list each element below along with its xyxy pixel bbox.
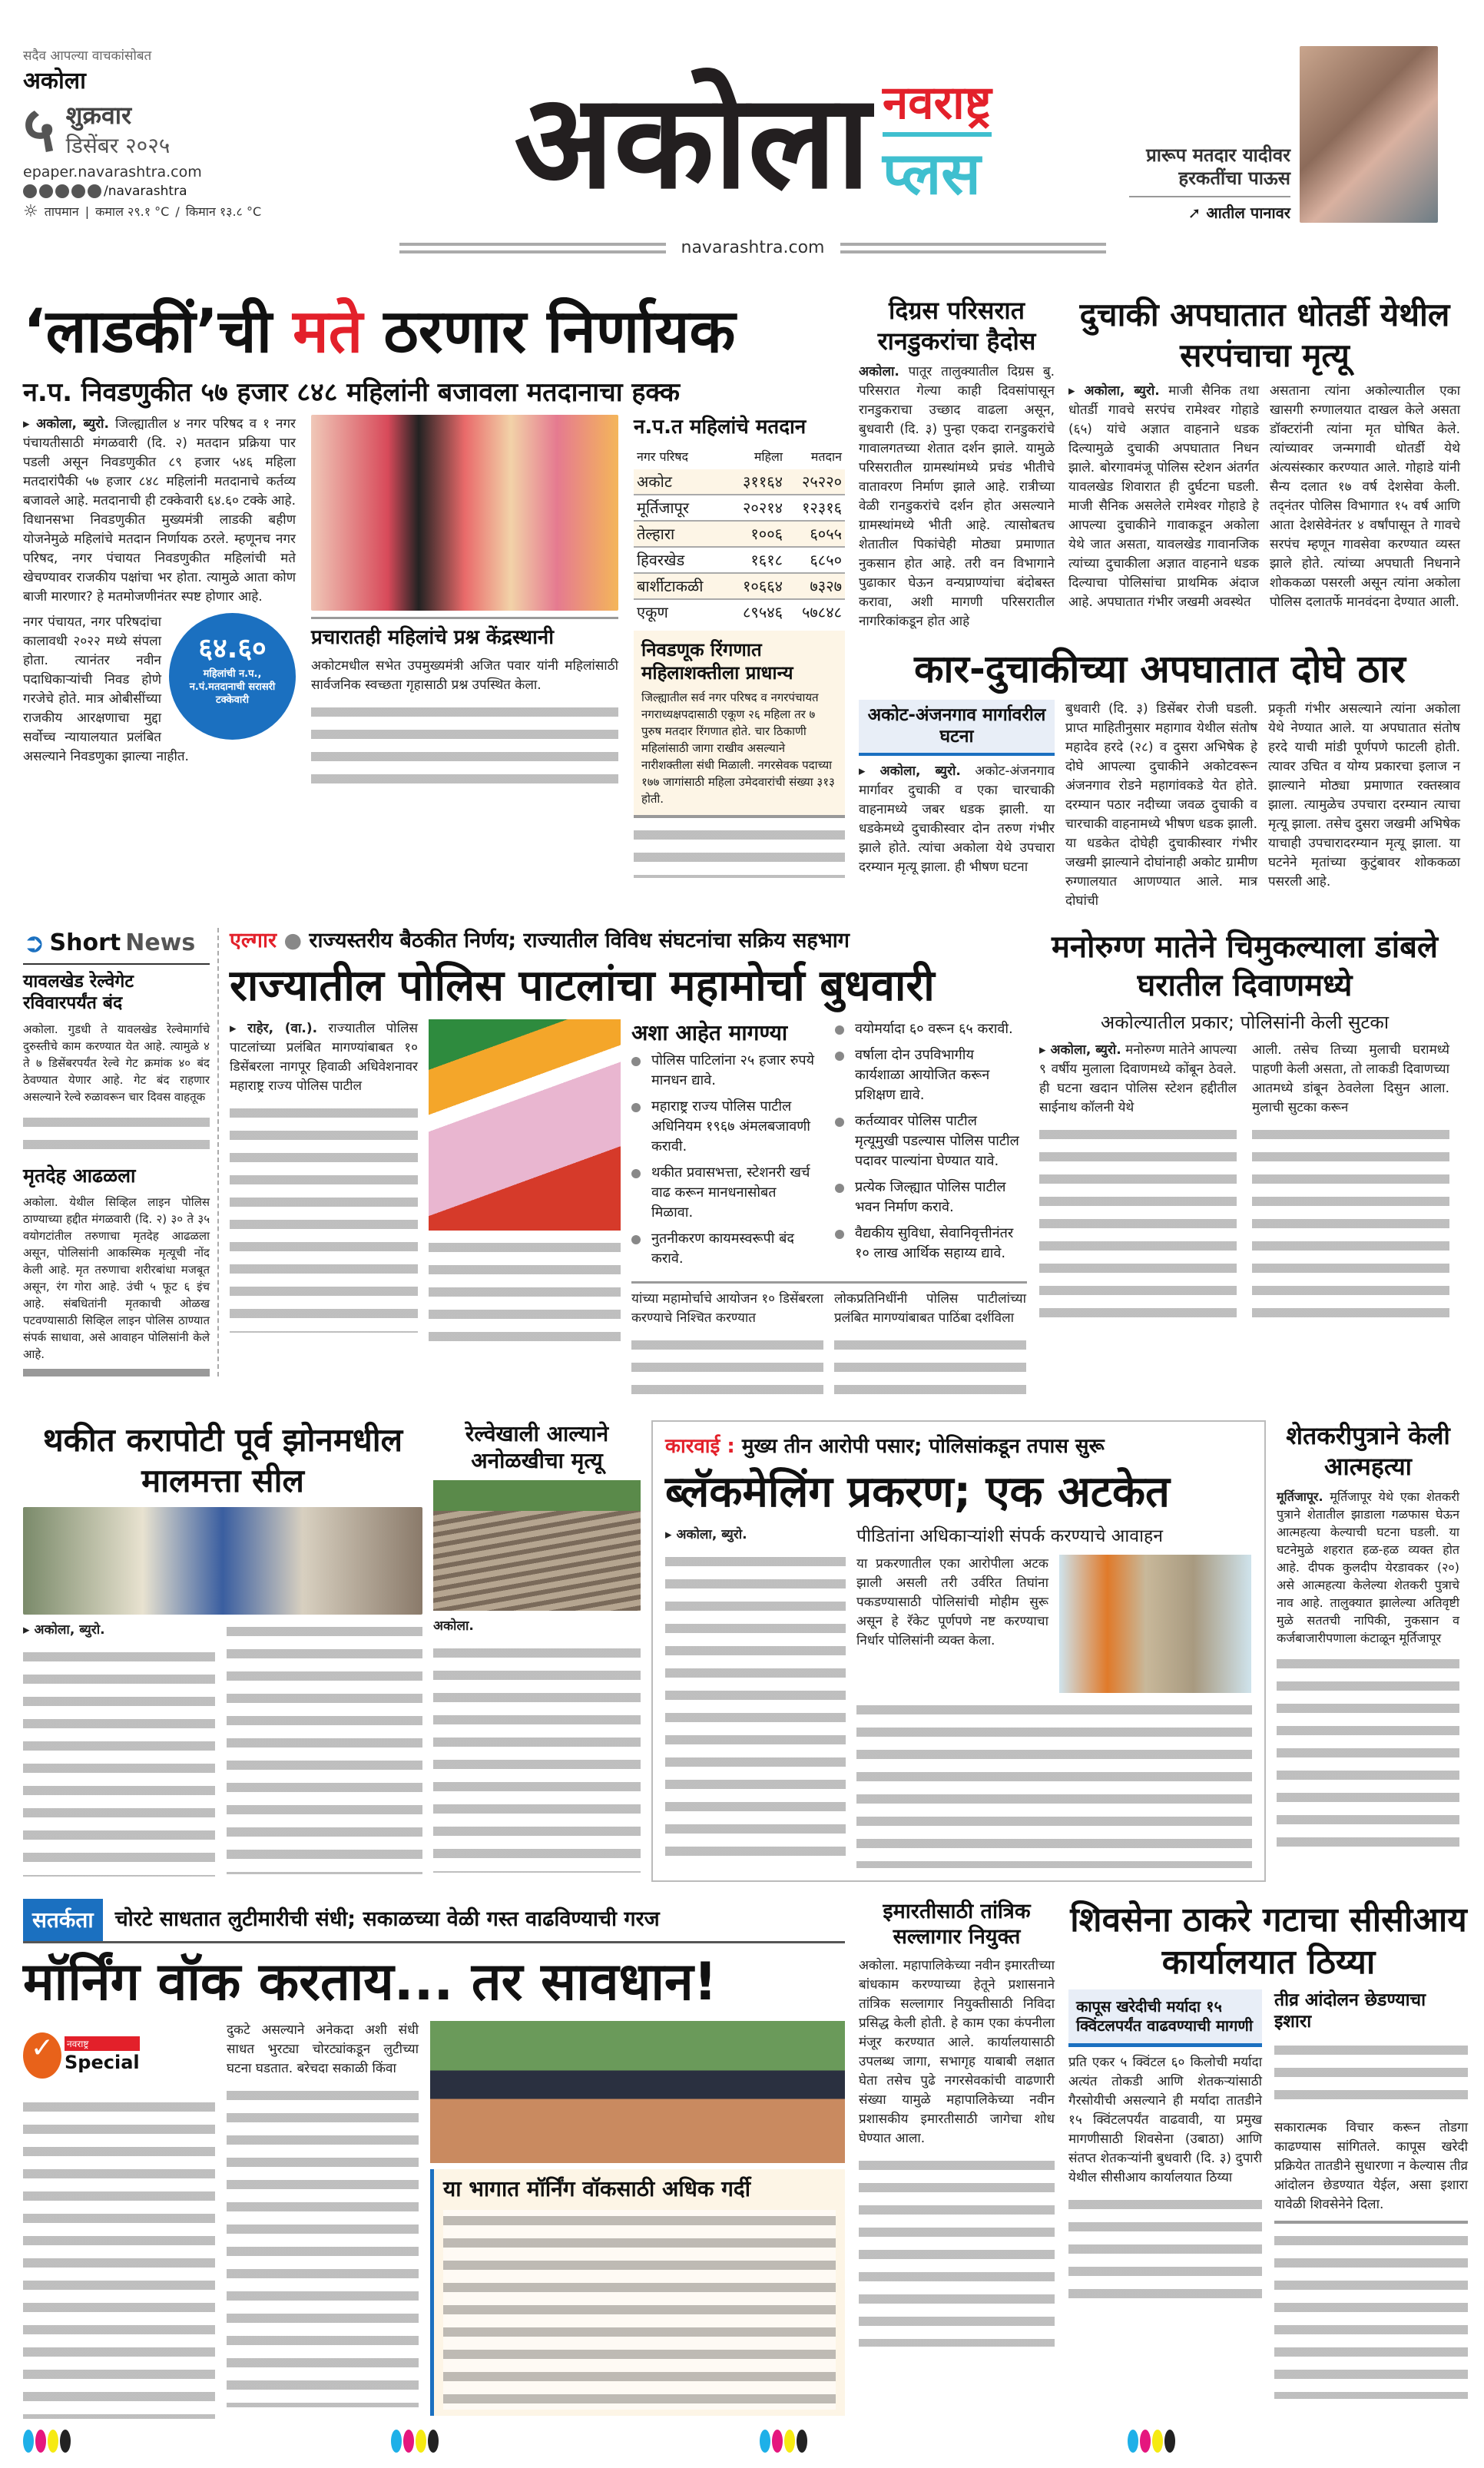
mother-body-text <box>1252 1124 1449 1323</box>
demand-item: थकीत प्रवासभत्ता, स्टेशनरी खर्च वाढ करून मानधनासोबत मिळावा. <box>631 1163 820 1223</box>
table-cell: हिवरखेड <box>637 550 685 569</box>
morning-body: दुकटे असल्याने अनेकदा अशी संधी साधत भुरट्या चोरट्यांकडून लुटीच्या घटना घडतात. बरेचदा सकाळी किंवा <box>227 2022 419 2076</box>
mother-body-2: आली. तसेच तिच्या मुलाची घरामध्ये पाहणी केली असता, तो लाकडी दिवाणच्या आतमध्ये डांबून ठेवलेला दिसुन आला. मुलाची सुटका करून <box>1252 1042 1449 1115</box>
registration-marks-row <box>23 2430 1175 2453</box>
masthead-rule-right <box>840 243 1107 253</box>
farmer-story <box>1277 1420 1459 1853</box>
temp-max: कमाल २९.१ °C <box>95 204 170 219</box>
rail-story <box>433 1420 641 1873</box>
building-story <box>859 1899 1055 2347</box>
weather-icon: ☼ <box>23 201 38 221</box>
lead-body: ▸ अकोला, ब्युरो. जिल्ह्यातील ४ नगर परिषद व १ नगर पंचायतीसाठी मंगळवारी (दि. २) मतदान प्रक्रिया पार पडली असून निवडणुकीत ८९ हजार ५४६ महिला मतदारांपैकी ५७ हजार ८४८ महिलांनी मतदानाचे कर्तव्य बजावले आहे. मतदानाची ही टक्केवारी ६४.६० टक्के आहे. विधानसभा निवडणुकीत मुख्यमंत्री लाडकी बहीण योजनेमुळे महिलांचे मतदान निर्णायक ठरले. म्हणूनच नगर परिषद, नगर पंचायत निवडणुकीत महिलांची मते खेचण्यावर राजकीय पक्षांचा भर होता. त्यामुळे आता कोण बाजी मारणार? हे मतमोजणीनंतर स्पष्ट होणार आहे. <box>23 416 296 605</box>
section-lead <box>23 295 1461 911</box>
farmer-headline: शेतकरीपुत्राने केली आत्महत्या <box>1286 1421 1450 1482</box>
sarpanch-body-2: असताना त्यांना अकोल्यातील एका खासगी रुग्णालयात दाखल केले असता डॉक्टरांनी त्यांना मृत घोषित केले. त्यांच्यावर जन्मगावी धोतर्डी येथे अंत्यसंस्कार करण्यात आले. गोहाडे यांनी सैन्य दलात १७ वर्ष देशसेवा केली. तद्नंतर पोलिस विभागात १५ वर्ष आणि आता देशसेवेनंतर ४ वर्षांपासून ते गावचे सरपंच म्हणून गावसेवा करण्यात व्यस्त झाले होते. त्यांच्या अपघाती निधनाने शोककळा पसरली असून त्यांना अकोला पोलिस दलातर्फे मानवंदना देण्यात आली. <box>1270 383 1460 610</box>
table-row <box>634 547 845 573</box>
turnout-table <box>634 415 845 624</box>
protest-illustration <box>429 1019 621 1231</box>
registration-marks <box>23 2430 71 2453</box>
demand-item: वर्षाला दोन उपविभागीय कार्यशाळा आयोजित करून प्रशिक्षण द्यावे. <box>835 1045 1023 1105</box>
morning-kicker: चोरटे साधतात लुटीमारीची संधी; सकाळच्या वेळी गस्त वाढविण्याची गरज <box>114 1907 660 1932</box>
police-body-2: यांच्या महामोर्चाचे आयोजन १० डिसेंबरला करण्याचे निश्चित करण्यात <box>631 1291 823 1327</box>
section-morning <box>23 1899 1468 2419</box>
weather: ☼ तापमान | कमाल २९.१ °C / किमान १३.८ °C <box>23 201 262 221</box>
teaser-title[interactable]: प्रारूप मतदार यादीवर हरकतींचा पाऊस <box>1146 144 1290 189</box>
blackmail-body-text <box>856 1699 1252 1868</box>
police-body-text <box>834 1334 1026 1403</box>
mother-subhead: अकोल्यातील प्रकार; पोलिसांनी केली सुटका <box>1100 1011 1390 1033</box>
masthead-info <box>23 46 376 221</box>
sarpanch-story <box>1068 295 1461 612</box>
box-women-power <box>634 631 845 818</box>
short-news-title: यावलखेड रेल्वेगेट रविवारपर्यंत बंद <box>23 971 134 1014</box>
digras-body: अकोला. पातूर तालुक्यातील दिग्रस बु. परिसरात गेल्या काही दिवसांपासून रानडुकराचा उच्छाद वाढला असून, बुधवारी (दि. ३) पुन्हा एकदा रानडुकरांचे गावालगतच्या शेतात दर्शन झाले. यामुळे परिसरातील ग्रामस्थांमध्ये प्रचंड भीतीचे वातावरण निर्माण झाले आहे. रात्रीच्या वेळी रानडुकरांचे दर्शन होत असल्याने ग्रामस्थांमध्ये भीती आहे. त्यासोबतच शेतातील पिकांचेही मोठ्या प्रमाणात नुकसान होत आहे. तरी वन विभागाने पुढाकार घेऊन वन्यप्राण्यांचा बंदोबस्त करावा, अशी मागणी परिसरातील नागरिकांकडून होत आहे <box>859 364 1055 629</box>
morning-headline: मॉर्निंग वॉक करताय... तर सावधान! <box>23 1951 717 2012</box>
arrow-circle-icon: ➲ <box>23 927 45 959</box>
table-cell: मूर्तिजापूर <box>637 498 690 517</box>
police-headline: राज्यातील पोलिस पाटलांचा महामोर्चा बुधवारी <box>230 961 935 1012</box>
section-police <box>23 928 1461 1404</box>
x-icon[interactable] <box>55 184 69 198</box>
edition-city: अकोला <box>23 68 86 94</box>
masthead <box>23 0 1461 284</box>
stat-label: महिलांची न.प., न.पं.मतदानाची सरासरी टक्केवारी <box>189 668 276 706</box>
digras-headline: दिग्रस परिसरात रानडुकरांचा हैदोस <box>877 296 1036 356</box>
tagline: सदैव आपल्या वाचकांसोबत <box>23 48 152 64</box>
divider <box>1274 2221 1468 2224</box>
logo-akola: अकोला <box>514 65 870 218</box>
shivsena-box: कापूस खरेदीची मर्यादा १५ क्विंटलपर्यंत वाढवण्याची मागणी <box>1068 1989 1262 2047</box>
lead-body-text <box>311 701 618 786</box>
short-news-body: अकोला. गुडधी ते यावलखेड रेल्वेमार्गाचे दुरुस्तीचे काम करण्यात येत आहे. त्यामुळे ४ ते ७ डिसेंबरपर्यंत रेल्वे गेट क्रमांक ४० बंद ठेवण्यात येणार आहे. गेट बंद राहणार असल्याने रेल्वे रुळावरून चार दिवस वाहतूक <box>23 1022 210 1104</box>
police-story <box>230 928 1029 1404</box>
morning-body-text <box>23 2096 215 2419</box>
tax-dateline: ▸ अकोला, ब्युरो. <box>23 1622 105 1638</box>
blackmail-dateline: ▸ अकोला, ब्युरो. <box>665 1526 747 1542</box>
car-accident-kicker: अकोट-अंजनगाव मार्गावरील घटना <box>859 700 1055 757</box>
blackmail-body: या प्रकरणातील एका आरोपीला अटक झाली असली तरी उर्वरित तिघांना पकडण्यासाठी पोलिसांची मोहीम सुरू असून हे रॅकेट पूर्णपणे नष्ट करण्याचा निर्धार पोलिसांनी व्यक्त केला. <box>856 1555 1048 1648</box>
box-title: निवडणूक रिंगणात महिलाशक्तीला प्राधान्य <box>641 638 793 684</box>
shivsena-headline: शिवसेना ठाकरे गटाचा सीसीआय कार्यालयात ठिय्या <box>1070 1900 1467 1982</box>
car-accident-body-2: बुधवारी (दि. ३) डिसेंबर रोजी घडली. प्राप्त माहितीनुसार महागाव येथील संतोष महादेव हरदे (२८) व दुसरा अभिषेक हे दोघे आपल्या दुचाकीने अकोटवरून अंजनगाव रोडने महागांवकडे येत होते. दरम्यान पठार नदीच्या जवळ दुचाकी व चारचाकी वाहनामध्ये भीषण धडक झाली. या धडकेत दोघेही दुचाकीस्वार गंभीर जखमी झाल्याने दोघांनाही अकोट ग्रामीण रुग्णालयात आणण्यात आले. मात्र दोघांची <box>1065 701 1257 909</box>
table-cell: ६०५५ <box>810 524 842 543</box>
police-body-3: लोकप्रतिनिधींनी पोलिस पाटीलांच्या प्रलंबित मागण्यांबाबत पाठिंबा दर्शविला <box>834 1291 1026 1327</box>
blackmail-kicker: कारवाई : मुख्य तीन आरोपी पसार; पोलिसांकडून तपास सुरू <box>665 1435 1105 1459</box>
table-header: नगर परिषद <box>637 449 689 464</box>
blackmail-box <box>651 1420 1266 1881</box>
demand-item: वैद्यकीय सुविधा, सेवानिवृत्तीनंतर १० लाख आर्थिक सहाय्य द्यावे. <box>835 1224 1023 1264</box>
building-body: अकोला. महापालिकेच्या नवीन इमारतीच्या बांधकाम करण्याच्या हेतूने प्रशासनाने तांत्रिक सल्लागार नियुक्तीसाठी निविदा प्रसिद्ध केली होती. हे काम एका कंपनीला मंजूर करण्यात आले. कार्यालयासाठी उपलब्ध जागा, सभागृह याबाबी लक्षात घेता तसेच पुढे नगरसेवकांची वाढणारी संख्या यामुळे महापालिकेच्या नवीन प्रशासकीय इमारतीसाठी जागेचा शोध घेण्यात आला. <box>859 1958 1055 2147</box>
epaper-link[interactable]: epaper.navarashtra.com <box>23 163 202 181</box>
car-accident-headline: कार-दुचाकीच्या अपघातात दोघे ठार <box>914 647 1406 691</box>
navarashtra-special-logo: ✓ नवराष्ट्र Special <box>23 2021 215 2090</box>
weather-label: तापमान <box>44 204 79 219</box>
youtube-icon[interactable] <box>71 184 85 198</box>
social-links[interactable] <box>23 184 376 199</box>
linkedin-icon[interactable] <box>88 184 101 198</box>
police-body: ▸ राहेर, (वा.). राज्यातील पोलिस पाटलांच्या प्रलंबित मागण्यांबाबत १० डिसेंबरला नागपूर हिवाळी अधिवेशनावर महाराष्ट्र राज्य पोलिस पाटील <box>230 1021 418 1095</box>
temp-min: किमान १३.८ °C <box>185 204 262 219</box>
sarpanch-body: ▸ अकोला, ब्युरो. माजी सैनिक तथा धोतर्डी गावचे सरपंच रामेश्वर गोहाडे (६५) यांचे अज्ञात वाहनाने धडक दिल्यामुळे दुचाकी अपघातात निधन झाले. बोरगावमंजू पोलिस स्टेशन अंतर्गत यावलखेड शिवारात ही दुर्घटना घडली. माजी सैनिक असलेले रामेश्वर गोहाडे हे आपल्या दुचाकीने गावाकडून अकोला येथे जात असता, यावलखेड गावानजिक त्यांच्या दुचाकीला अज्ञात वाहनाने धडक दिल्याचा पोलिसांचा प्राथमिक अंदाज आहे. अपघातात गंभीर जखमी अवस्थेत <box>1068 383 1260 610</box>
shivsena-body-text <box>1068 2194 1262 2309</box>
divider <box>311 617 618 619</box>
table-cell: तेल्हारा <box>637 524 675 543</box>
car-accident-story <box>859 700 1461 911</box>
mother-story <box>1039 928 1450 1323</box>
date-number: ५ <box>23 93 55 165</box>
rail-headline: रेल्वेखाली आल्याने अनोळखीचा मृत्यू <box>465 1421 609 1474</box>
short-news-title: मृतदेह आढळला <box>23 1164 136 1187</box>
date-month-year: डिसेंबर २०२५ <box>65 132 171 158</box>
demands-title: अशा आहेत मागण्या <box>631 1020 788 1046</box>
morning-box-title: या भागात मॉर्निंग वॉकसाठी अधिक गर्दी <box>443 2175 750 2201</box>
lead-column <box>23 415 296 767</box>
social-handle: /navarashtra <box>104 183 187 199</box>
table-cell: १००६ <box>750 524 783 543</box>
mother-headline: मनोरुग्ण मातेने चिमुकल्याला डांबले घरातील दिवाणमध्ये <box>1051 929 1439 1003</box>
blackmail-headline: ब्लॅकमेलिंग प्रकरण; एक अटकेत <box>665 1466 1170 1517</box>
registration-marks <box>391 2430 439 2453</box>
farmer-body: मूर्तिजापूर. मूर्तिजापूर येथे एका शेतकरी पुत्राने शेतातील झाडाला गळफास घेऊन आत्महत्या केल्याची घटना घडली. या घटनेमुळे शहरात हळ-हळ व्यक्त होत आहे. दीपक कुलदीप येरडावकर (२०) असे आत्महत्या केलेल्या शेतकरी पुत्राचे नाव आहे. तालुक्यात झालेल्या अतिवृष्टी मुळे सततची नापिकी, नुकसान व कर्जबाजारीपणाला कंटाळून मूर्तिजापूर <box>1277 1489 1459 1646</box>
morning-kicker-bar <box>23 1899 845 1943</box>
teaser-link[interactable] <box>1129 196 1290 223</box>
table-cell: ७३२७ <box>810 576 842 595</box>
blackmail-subhead: पीडितांना अधिकाऱ्यांशी संपर्क करण्याचे आवाहन <box>856 1526 1164 1546</box>
morning-walk-photo <box>430 2021 845 2163</box>
table-cell: १०६६४ <box>743 576 783 595</box>
blackmail-body-text <box>665 1551 846 1858</box>
lead-sub2-body: अकोटमधील सभेत उपमुख्यमंत्री अजित पवार यांनी महिलांसाठी सार्वजनिक स्वच्छता गृहासाठी प्रश्न उपस्थित केला. <box>311 658 618 693</box>
table-cell: १२३१६ <box>802 498 842 517</box>
table-cell: ६८५० <box>810 550 842 569</box>
logo-plus: प्लस <box>882 139 981 207</box>
table-cell: ५७८४८ <box>802 602 842 621</box>
lead-middle-column <box>311 415 618 786</box>
lead-subhead: न.प. निवडणुकीत ५७ हजार ८४८ महिलांनी बजावला मतदानाचा हक्क <box>23 376 681 408</box>
check-icon: ✓ <box>23 2032 61 2079</box>
police-kicker: एल्गार ● राज्यस्तरीय बैठकीत निर्णय; राज्यातील विविध संघटनांचा सक्रिय सहभाग <box>230 928 850 952</box>
short-news-body: अकोला. येथील सिव्हिल लाइन पोलिस ठाण्याच्या हद्दीत मंगळवारी (दि. २) ३० ते ३५ वयोगटांतील तरुणाचा मृतदेह आढळला असून, पोलिसांनी आकस्मिक मृत्यूची नोंद केली आहे. मृत तरुणाचा शरीरबांधा मजबूत असून, रंग गोरा आहे. उंची ५ फूट ६ इंच आहे. संबधितांनी मृतकाची ओळख पटवण्यासाठी सिव्हिल लाइन पोलिस ठाण्यात संपर्क साधावा, असे आवाहन पोलिसांनी केले आहे. <box>23 1195 210 1362</box>
lead-right-column <box>634 415 845 878</box>
tax-headline: थकीत करापोटी पूर्व झोनमधील मालमत्ता सील <box>42 1421 403 1499</box>
car-accident-body-3: प्रकृती गंभीर असल्याने त्यांना अकोला येथे नेण्यात आले. या अपघातात संतोष हरदे याची मांडी पूर्णपणे फाटली होती. त्यावर उचित व योग्य प्रकारचा इलाज न झाल्याने मोठ्या प्रमाणात रक्तस्त्राव झाला. त्यामुळेच उपचारा दरम्यान त्याचा मृत्यू झाला. तसेच दुसरा जखमी अभिषेक याचाही उपचारादरम्यान मृत्यू झाला. या घटनेने मृतांच्या कुटुंबावर शोककळा पसरली आहे. <box>1268 701 1460 889</box>
mother-body: ▸ अकोला, ब्युरो. मनोरुग्ण मातेने आपल्या ९ वर्षीय मुलाला दिवाणमध्ये कोंबून ठेवले. ही घटना खदान पोलिस स्टेशन हद्दीतील साईनाथ कॉलनी येथे <box>1039 1042 1237 1115</box>
sarpanch-headline: दुचाकी अपघातात धोतर्डी येथील सरपंचाचा मृत्यू <box>1079 296 1450 374</box>
lead-body-2: नगर पंचायत, नगर परिषदांचा कालावधी २०२२ मध्ये संपला होता. त्यानंतर नवीन पदाधिकाऱ्यांची निवड होणे गरजेचे होते. मात्र ओबीसींच्या राजकीय आरक्षणाचा मुद्दा सर्वोच्च न्यायालयात प्रलंबित असल्याने निवडणुका झाल्या नाहीत. <box>23 615 189 764</box>
table-cell: २०२१४ <box>743 498 783 517</box>
logo-navarashtra: नवराष्ट्र <box>882 76 992 130</box>
table-row <box>634 599 845 624</box>
instagram-icon[interactable] <box>39 184 53 198</box>
masthead-logo <box>399 46 1106 257</box>
table-cell: ३११६४ <box>743 472 783 491</box>
building-body-text <box>859 2155 1055 2347</box>
rail-dateline: अकोला. <box>433 1618 474 1635</box>
section-crime <box>23 1420 1461 1881</box>
facebook-icon[interactable] <box>23 184 37 198</box>
alert-tag: सतर्कता <box>23 1899 103 1941</box>
morning-story <box>23 1899 845 2419</box>
table-header: महिला <box>754 449 783 464</box>
car-accident-body: ▸ अकोला, ब्युरो. अकोट-अंजनगाव मार्गावर दुचाकी व एका चारचाकी वाहनामध्ये जबर धडक झाली. या धडकेमध्ये दुचाकीस्वार दोन तरुण गंभीर झाले होते. त्यांचा अकोला येथे उपचारा दरम्यान मृत्यू झाला. ही भीषण घटना <box>859 764 1055 875</box>
tax-body-text <box>23 1646 215 1877</box>
demand-item: पोलिस पाटिलांना २५ हजार रुपये मानधन द्यावे. <box>631 1051 820 1091</box>
table-cell: बार्शीटाकळी <box>637 576 704 595</box>
mother-body-text <box>1039 1124 1237 1323</box>
demand-item: महाराष्ट्र राज्य पोलिस पाटील अधिनियम १९६७ अंमलबजावणी करावी. <box>631 1097 820 1157</box>
table-row <box>634 495 845 521</box>
building-headline: इमारतीसाठी तांत्रिक सल्लागार नियुक्त <box>883 1899 1031 1950</box>
rail-body-text <box>433 1642 641 1873</box>
teaser-author: आतील पानावर <box>1206 204 1290 222</box>
lead-story <box>23 295 845 878</box>
police-body-text <box>631 1334 823 1403</box>
digras-story <box>859 295 1055 631</box>
table-cell: अकोट <box>637 472 672 491</box>
right-top-stories <box>859 295 1461 911</box>
shivsena-body: प्रति एकर ५ क्विंटल ६० किलोची मर्यादा अत्यंत तोकडी आणि शेतकऱ्यांसाठी गैरसोयीची असल्याने ही मर्यादा तातडीने १५ क्विंटलपर्यंत वाढवावी, या प्रमुख मागणीसाठी शिवसेना (उबाठा) आणि संतप्त शेतकऱ्यांनी बुधवारी (दि. ३) दुपारी येथील सीसीआय कार्यालयात ठिय्या <box>1068 2054 1262 2185</box>
table-cell: १६१८ <box>750 550 783 569</box>
rail-photo <box>433 1480 641 1611</box>
stat-circle <box>169 613 296 740</box>
morning-box <box>430 2169 845 2416</box>
demands-box <box>631 1019 1027 1275</box>
morning-box-text <box>443 2210 836 2410</box>
box-body: जिल्ह्यातील सर्व नगर परिषद व नगरपंचायत नगराध्यक्षपदासाठी एकूण २६ महिला तर ७ पुरुष मतदार रिंगणात होते. चार ठिकाणी महिलांसाठी जागा राखीव असल्याने नारीशक्तीला संधी मिळाली. नगरसेवक पदाच्या १७७ जागांसाठी महिला उमेदवारांची संख्या ३१३ होती. <box>641 690 835 806</box>
short-news <box>23 928 219 1377</box>
arrow-icon: ➚ <box>1188 204 1207 222</box>
divider <box>631 1281 1027 1284</box>
demand-item: कर्तव्यावर पोलिस पाटील मृत्यूमुखी पडल्यास पोलिस पाटील पदावर पाल्यांना घेण्यात यावे. <box>835 1111 1023 1171</box>
shivsena-body-text <box>1274 2039 1468 2112</box>
table-cell: २५२२० <box>802 472 842 491</box>
demand-item: प्रत्येक जिल्ह्यात पोलिस पाटील भवन निर्माण करावे. <box>835 1178 1023 1217</box>
box-body-text <box>634 824 845 878</box>
short-news-header: ➲ Short News <box>23 928 210 965</box>
registration-marks <box>1128 2430 1175 2453</box>
table-row <box>634 573 845 599</box>
table-header: मतदान <box>810 449 842 464</box>
website[interactable]: navarashtra.com <box>681 238 825 257</box>
masthead-teaser <box>1129 46 1446 223</box>
registration-marks <box>760 2430 807 2453</box>
tax-photo <box>23 1507 422 1615</box>
table-cell: एकूण <box>637 602 668 621</box>
shivsena-body-text <box>1274 2230 1468 2399</box>
lead-photo-women-voters <box>311 415 618 611</box>
table-row <box>634 469 845 495</box>
tax-body-text <box>227 1621 422 1874</box>
teaser-photo <box>1300 46 1438 223</box>
demand-item: नुतनीकरण कायमस्वरूपी बंद करावे. <box>631 1229 820 1269</box>
stat-value: ६४.६० <box>198 633 267 664</box>
weekday: शुक्रवार <box>65 100 132 130</box>
arrest-illustration <box>1059 1555 1251 1693</box>
short-news-body-text <box>23 1111 210 1158</box>
shivsena-body-2: सकारात्मक विचार करून तोडगा काढण्यास सांगितले. कापूस खरेदी प्रक्रियेत तातडीने सुधारणा न केल्यास तीव्र आंदोलन छेडण्यात येईल, असा इशारा यावेळी शिवसेनेने दिला. <box>1274 2120 1468 2213</box>
masthead-rule-left <box>399 243 666 253</box>
police-body-text <box>230 1102 418 1333</box>
police-body-text <box>429 1237 621 1352</box>
table-cell: ८९५४६ <box>743 602 783 621</box>
shivsena-story <box>1068 1899 1469 2400</box>
lead-sub2: प्रचारातही महिलांचे प्रश्न केंद्रस्थानी <box>311 626 554 649</box>
morning-body-text <box>227 2085 419 2407</box>
divider <box>23 1369 210 1376</box>
tax-story <box>23 1420 422 1877</box>
demand-item: वयोमर्यादा ६० वरून ६५ करावी. <box>835 1019 1023 1039</box>
farmer-body-text <box>1277 1653 1459 1853</box>
table-row <box>634 521 845 547</box>
table-title: न.प.त महिलांचे मतदान <box>634 416 807 439</box>
lead-headline: ‘लाडकीं’ची मते ठरणार निर्णायक <box>23 297 736 366</box>
shivsena-sub: तीव्र आंदोलन छेडण्याचा इशारा <box>1274 1989 1426 2032</box>
